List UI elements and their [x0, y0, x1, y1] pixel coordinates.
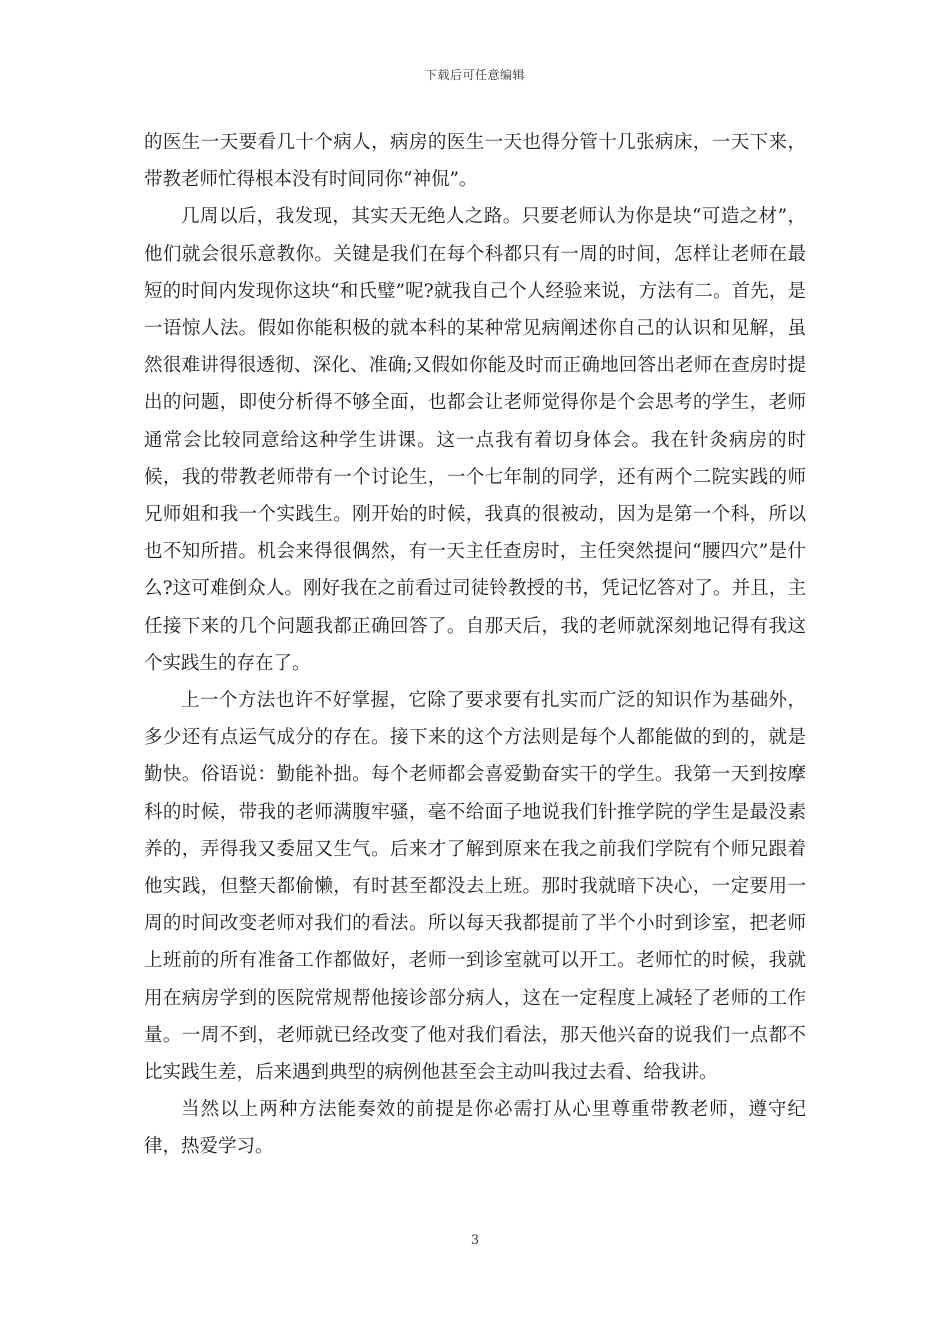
- page-number: 3: [470, 1233, 480, 1248]
- page-header: 下载后可任意编辑: [424, 68, 525, 82]
- body-text: [144, 124, 806, 1166]
- paragraph-3: 上一个方法也许不好掌握，它除了要求要有扎实而广泛的知识作为基础外，多少还有点运气成分的存在。接下来的这个方法则是每个人都能做的到的，就是勤快。俗语说：勤能补拙。每个老师都会喜爱勤奋实干的学生。我第一天到按摩科的时候，带我的老师满腹牢骚，毫不给面子地说我们针推学院的学生是最没素养的，弄得我又委屈又生气。后来才了解到原来在我之前我们学院有个师兄跟着他实践，但整天都偷懒，有时甚至都没去上班。那时我就暗下决心，一定要用一周的时间改变老师对我们的看法。所以每天我都提前了半个小时到诊室，把老师上班前的所有准备工作都做好，老师一到诊室就可以开工。老师忙的时候，我就用在病房学到的医院常规帮他接诊部分病人，这在一定程度上减轻了老师的工作量。一周不到，老师就已经改变了他对我们看法，那天他兴奋的说我们一点都不比实践生差，后来遇到典型的病例他甚至会主动叫我过去看、给我讲。: [144, 690, 806, 1084]
- paragraph-4: 当然以上两种方法能奏效的前提是你必需打从心里尊重带教老师，遵守纪律，热爱学习。: [144, 1099, 806, 1158]
- paragraph-2: 几周以后，我发现，其实天无绝人之路。只要老师认为你是块“可造之材”，他们就会很乐意教你。关键是我们在每个科都只有一周的时间，怎样让老师在最短的时间内发现你这块“和氏璧”呢?就我自己个人经验来说，方法有二。首先，是一语惊人法。假如你能积极的就本科的某种常见病阐述你自己的认识和见解，虽然很难讲得很透彻、深化、准确;又假如你能及时而正确地回答出老师在查房时提出的问题，即使分析得不够全面，也都会让老师觉得你是个会思考的学生，老师通常会比较同意给这种学生讲课。这一点我有着切身体会。我在针灸病房的时候，我的带教老师带有一个讨论生，一个七年制的同学，还有两个二院实践的师兄师姐和我一个实践生。刚开始的时候，我真的很被动，因为是第一个科，所以也不知所措。机会来得很偶然，有一天主任查房时，主任突然提问“腰四穴”是什么?这可难倒众人。刚好我在之前看过司徒铃教授的书，凭记忆答对了。并且，主任接下来的几个问题我都正确回答了。自那天后，我的老师就深刻地记得有我这个实践生的存在了。: [144, 206, 806, 674]
- paragraph-1: 的医生一天要看几十个病人，病房的医生一天也得分管十几张病床，一天下来，带教老师忙得根本没有时间同你“神侃”。: [144, 132, 806, 191]
